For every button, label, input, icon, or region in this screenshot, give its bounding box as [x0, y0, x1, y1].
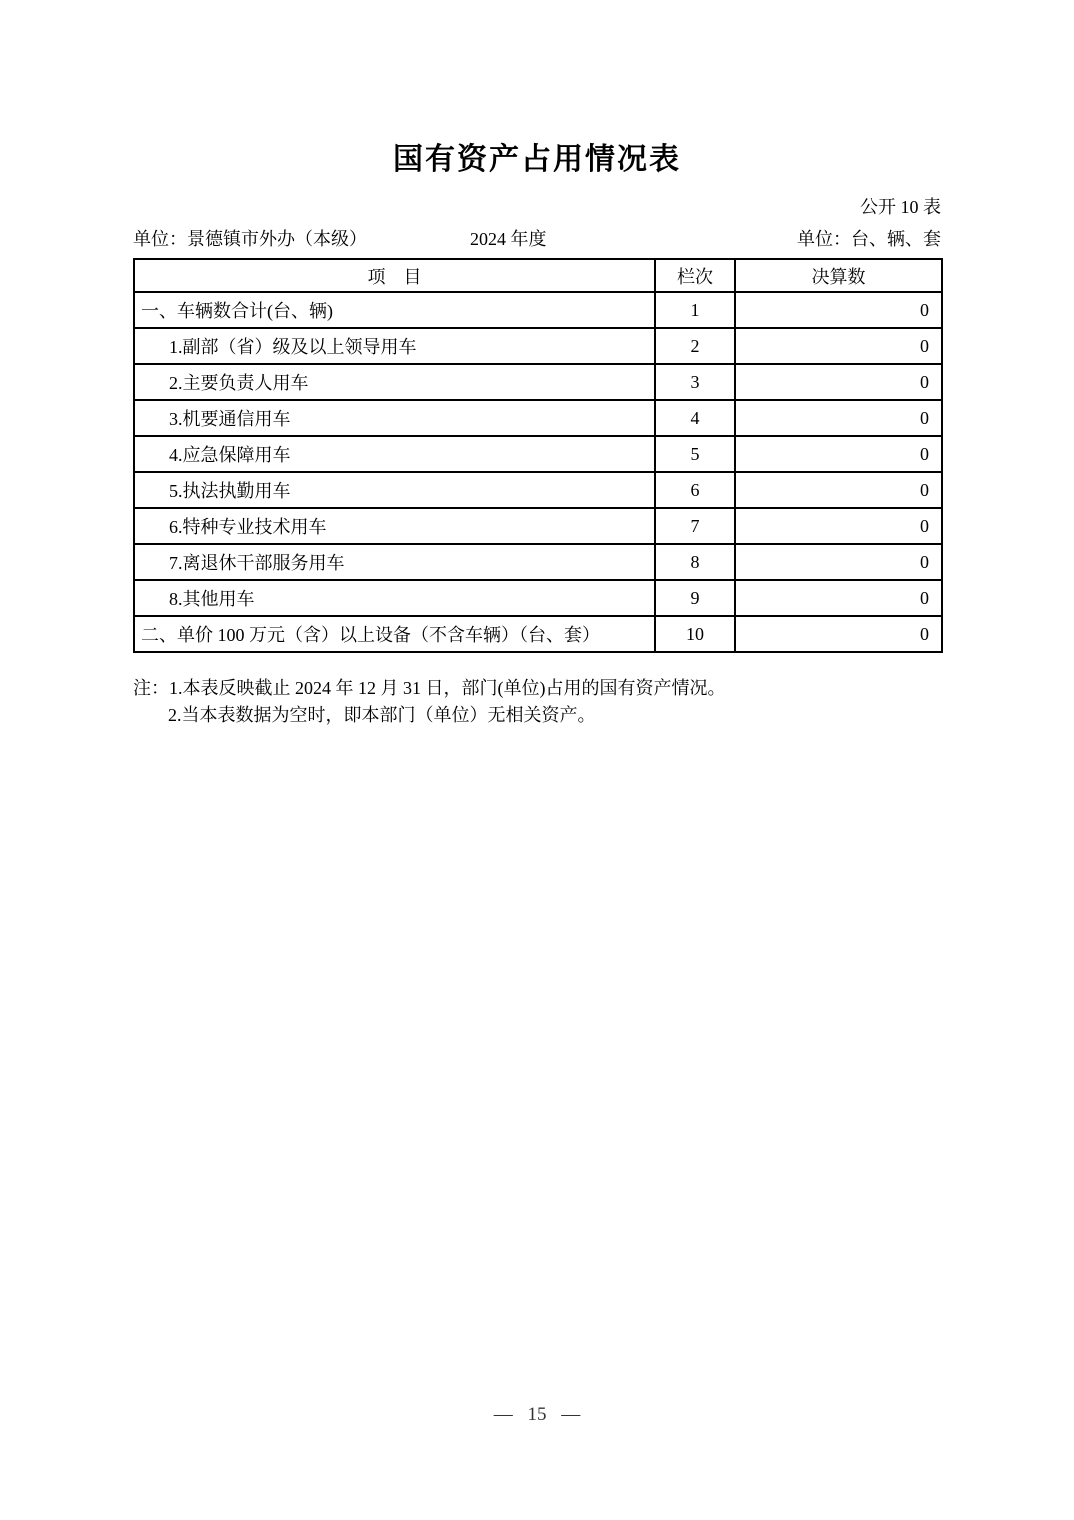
- column-header-item: 项 目: [134, 259, 655, 292]
- note-line-1: 注：1.本表反映截止 2024 年 12 月 31 日，部门(单位)占用的国有资产情况。: [133, 678, 726, 698]
- column-header-column-no: 栏次: [655, 259, 735, 292]
- row-column-no-cell: 3: [655, 364, 735, 400]
- table-row: [134, 472, 942, 508]
- note-line-2: 2.当本表数据为空时，即本部门（单位）无相关资产。: [168, 705, 596, 725]
- unit-name-label: 单位：景德镇市外办（本级）: [133, 229, 367, 249]
- measure-unit-label: 单位：台、辆、套: [797, 229, 941, 249]
- table-row: [134, 508, 942, 544]
- asset-table-header: [134, 259, 942, 292]
- table-row: [134, 400, 942, 436]
- row-column-no-cell: 5: [655, 436, 735, 472]
- table-row: [134, 616, 942, 652]
- table-row: [134, 328, 942, 364]
- row-final-amount-cell: 0: [735, 616, 942, 652]
- table-row: [134, 436, 942, 472]
- row-column-no-cell: 10: [655, 616, 735, 652]
- row-item-cell: 一、车辆数合计(台、辆): [134, 292, 655, 328]
- info-row: [133, 225, 941, 251]
- row-final-amount-cell: 0: [735, 400, 942, 436]
- fiscal-year-label: 2024 年度: [470, 229, 547, 249]
- row-item-cell: 2.主要负责人用车: [134, 364, 655, 400]
- row-item-cell: 1.副部（省）级及以上领导用车: [134, 328, 655, 364]
- content-area: [133, 193, 941, 729]
- row-final-amount-cell: 0: [735, 580, 942, 616]
- row-column-no-cell: 6: [655, 472, 735, 508]
- asset-table-body: [134, 292, 942, 652]
- row-final-amount-cell: 0: [735, 544, 942, 580]
- row-item-cell: 二、单价 100 万元（含）以上设备（不含车辆）（台、套）: [134, 616, 655, 652]
- row-final-amount-cell: 0: [735, 292, 942, 328]
- row-item-cell: 7.离退休干部服务用车: [134, 544, 655, 580]
- asset-table: [133, 258, 943, 653]
- row-item-cell: 4.应急保障用车: [134, 436, 655, 472]
- row-column-no-cell: 2: [655, 328, 735, 364]
- page-title: 国有资产占用情况表: [393, 143, 681, 176]
- table-row: [134, 364, 942, 400]
- row-final-amount-cell: 0: [735, 508, 942, 544]
- row-final-amount-cell: 0: [735, 436, 942, 472]
- page-number: — 15 —: [493, 1404, 581, 1425]
- row-item-cell: 5.执法执勤用车: [134, 472, 655, 508]
- row-column-no-cell: 4: [655, 400, 735, 436]
- row-final-amount-cell: 0: [735, 364, 942, 400]
- notes: [133, 675, 941, 729]
- row-column-no-cell: 9: [655, 580, 735, 616]
- row-item-cell: 8.其他用车: [134, 580, 655, 616]
- header-row: [134, 259, 942, 292]
- row-final-amount-cell: 0: [735, 328, 942, 364]
- table-row: [134, 580, 942, 616]
- table-number-label: 公开 10 表: [860, 197, 941, 217]
- table-row: [134, 544, 942, 580]
- column-header-final-amount: 决算数: [735, 259, 942, 292]
- row-final-amount-cell: 0: [735, 472, 942, 508]
- row-column-no-cell: 7: [655, 508, 735, 544]
- row-column-no-cell: 8: [655, 544, 735, 580]
- row-column-no-cell: 1: [655, 292, 735, 328]
- row-item-cell: 3.机要通信用车: [134, 400, 655, 436]
- table-row: [134, 292, 942, 328]
- row-item-cell: 6.特种专业技术用车: [134, 508, 655, 544]
